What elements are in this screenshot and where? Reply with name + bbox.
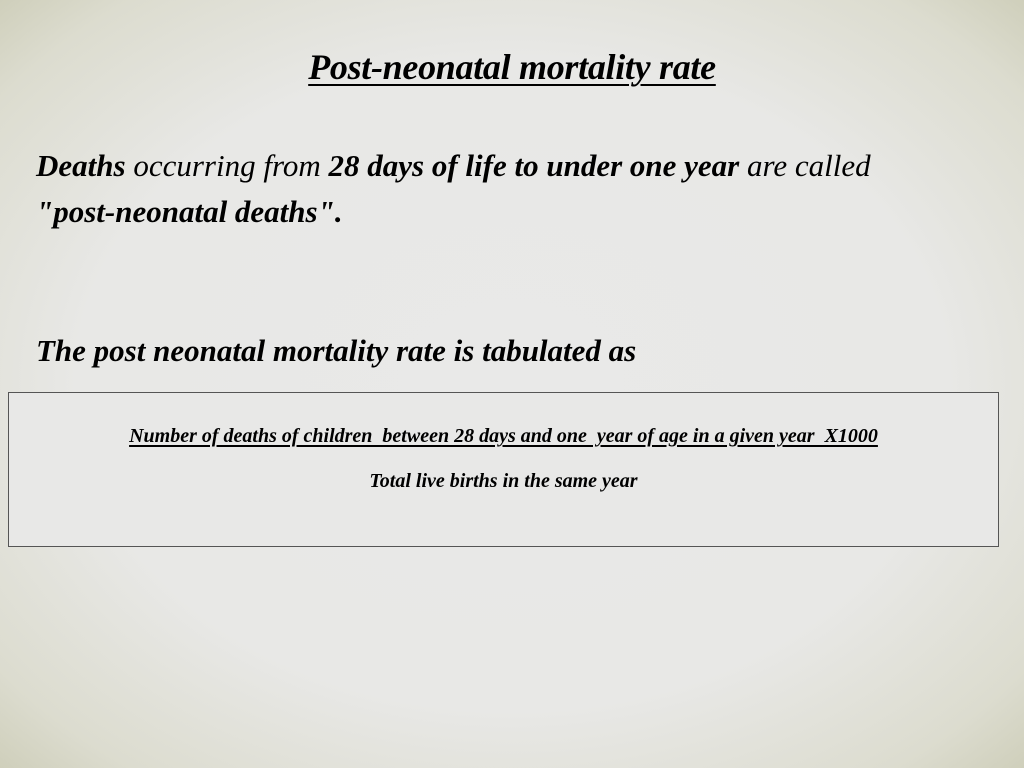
definition-paragraph bbox=[36, 143, 996, 235]
formula-denominator: Total live births in the same year bbox=[369, 470, 638, 492]
definition-text: are called bbox=[739, 148, 871, 183]
formula-box bbox=[8, 392, 999, 547]
definition-term: Deaths bbox=[36, 148, 126, 183]
definition-period: 28 days of life to under one year bbox=[328, 148, 740, 183]
slide-title: Post-neonatal mortality rate bbox=[308, 47, 716, 87]
formula-intro: The post neonatal mortality rate is tabulated as bbox=[36, 333, 637, 368]
formula-numerator: Number of deaths of children between 28 days and one year of age in a given year X1000 bbox=[129, 425, 878, 447]
definition-name: "post-neonatal deaths". bbox=[36, 194, 343, 229]
definition-text: occurring from bbox=[125, 148, 329, 183]
